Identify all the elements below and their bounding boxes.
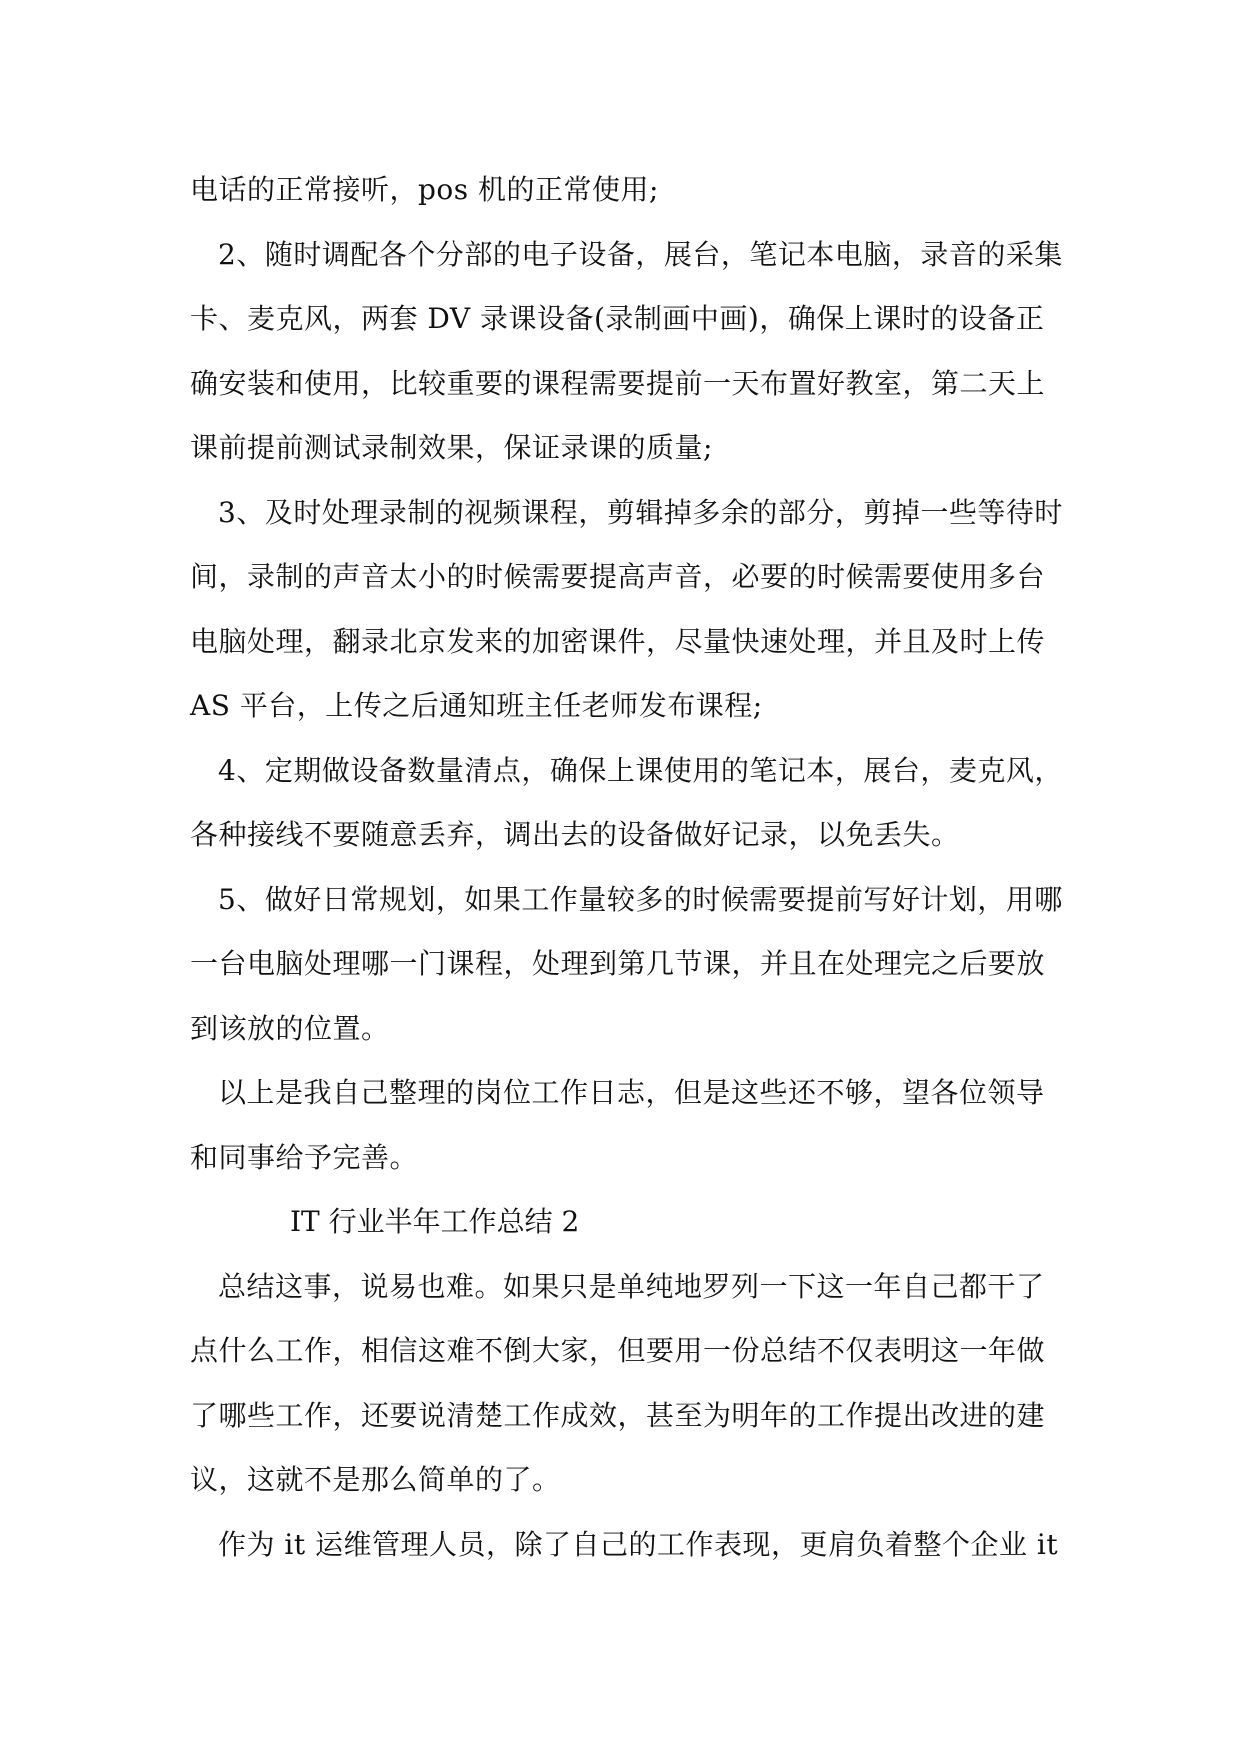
paragraph-summary-intro: 总结这事，说易也难。如果只是单纯地罗列一下这一年自己都干了点什么工作，相信这难不倒大家，但要用一份总结不仅表明这一年做了哪些工作，还要说清楚工作成效，甚至为明年的工作提出改进的建议，这就不是那么简单的了。 — [190, 1269, 1046, 1496]
paragraph-closing: 以上是我自己整理的岗位工作日志，但是这些还不够，望各位领导和同事给予完善。 — [190, 1076, 1045, 1174]
paragraph-summary-it: 作为 it 运维管理人员，除了自己的工作表现，更肩负着整个企业 it — [218, 1527, 1059, 1561]
paragraph-item-5: 5、做好日常规划，如果工作量较多的时候需要提前写好计划，用哪一台电脑处理哪一门课程，处理到第几节课，并且在处理完之后要放到该放的位置。 — [190, 882, 1063, 1045]
paragraph-item-3: 3、及时处理录制的视频课程，剪辑掉多余的部分，剪掉一些等待时间，录制的声音太小的时候需要提高声音，必要的时候需要使用多台电脑处理，翻录北京发来的加密课件，尽量快速处理，并且及时上传 AS 平台，上传之后通知班主任老师发布课程; — [190, 495, 1063, 722]
paragraph-item-2: 2、随时调配各个分部的电子设备，展台，笔记本电脑，录音的采集卡、麦克风，两套 DV 录课设备(录制画中画)，确保上课时的设备正确安装和使用，比较重要的课程需要提前一天布置好教室，第二天上课前提前测试录制效果，保证录课的质量; — [190, 237, 1063, 464]
document-body — [190, 158, 1070, 1577]
paragraph-item-4: 4、定期做设备数量清点，确保上课使用的笔记本，展台，麦克风，各种接线不要随意丢弃，调出去的设备做好记录，以免丢失。 — [190, 753, 1063, 851]
paragraph-continued: 电话的正常接听，pos 机的正常使用; — [190, 173, 659, 206]
section-heading: IT 行业半年工作总结 2 — [290, 1205, 580, 1238]
